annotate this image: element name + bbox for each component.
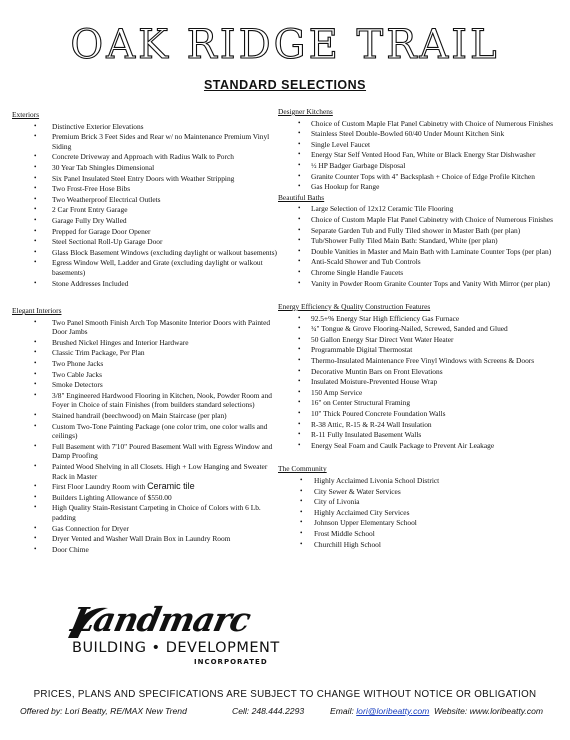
laundry-text: First Floor Laundry Room with — [52, 482, 148, 492]
baths-item: • Double Vanities in Master and Main Bath with Laminate Counter Tops (per plan) — [278, 247, 562, 257]
interiors-item: • Builders Lighting Allowance of $550.00 — [12, 493, 280, 503]
interiors-item: • Custom Two-Tone Painting Package (one color trim, one color walls and ceilings) — [12, 422, 280, 441]
left-column — [12, 110, 280, 560]
kitchens-item: • Stainless Steel Double-Bowled 60/40 Under Mount Kitchen Sink — [278, 129, 562, 139]
baths-item: • Separate Garden Tub and Fully Tiled shower in Master Bath (per plan) — [278, 226, 562, 236]
energy-item: • Thermo-Insulated Maintenance Free Vinyl Windows with Screens & Doors — [278, 356, 562, 366]
interiors-item: • Classic Trim Package, Per Plan — [12, 348, 280, 358]
community-item: • City Sewer & Water Services — [278, 487, 562, 497]
interiors-item: • Two Cable Jacks — [12, 370, 280, 380]
interiors-list — [12, 318, 280, 555]
logo-incorporated: INCORPORATED — [194, 658, 268, 666]
energy-item: • 10" Thick Poured Concrete Foundation Walls — [278, 409, 562, 419]
exteriors-section — [12, 110, 280, 288]
baths-item: • Large Selection of 12x12 Ceramic Tile Flooring — [278, 204, 562, 214]
energy-item: • R-11 Fully Insulated Basement Walls — [278, 430, 562, 440]
interiors-section — [12, 306, 280, 554]
exteriors-item: • Premium Brick 3 Feet Sides and Rear w/ no Maintenance Premium Vinyl Siding — [12, 132, 280, 151]
email-label: Email: — [330, 706, 357, 716]
community-item: • City of Livonia — [278, 497, 562, 507]
exteriors-item: • 2 Car Front Entry Garage — [12, 205, 280, 215]
right-column — [278, 107, 562, 555]
page-title: OAK RIDGE TRAIL — [70, 22, 500, 68]
page-subtitle: STANDARD SELECTIONS — [203, 78, 367, 92]
exteriors-heading: Exteriors — [12, 110, 40, 119]
kitchens-list — [278, 119, 562, 192]
interiors-item: • Gas Connection for Dryer — [12, 524, 280, 534]
email-block — [330, 706, 429, 716]
baths-heading: Beautiful Baths — [278, 192, 325, 202]
community-item: • Johnson Upper Elementary School — [278, 518, 562, 528]
energy-section — [278, 302, 562, 450]
exteriors-item: • 30 Year Tab Shingles Dimensional — [12, 163, 280, 173]
exteriors-item: • Glass Block Basement Windows (excluding daylight or walkout basements) — [12, 248, 280, 258]
exteriors-item: • Two Weatherproof Electrical Outlets — [12, 195, 280, 205]
interiors-item: • Dryer Vented and Washer Wall Drain Box in Laundry Room — [12, 534, 280, 544]
community-section — [278, 464, 562, 549]
energy-item: • ¾" Tongue & Grove Flooring-Nailed, Screwed, Sanded and Glued — [278, 324, 562, 334]
energy-item: • Programmable Digital Thermostat — [278, 345, 562, 355]
website[interactable]: Website: www.loribeatty.com — [434, 706, 544, 716]
exteriors-item: • Six Panel Insulated Steel Entry Doors with Weather Stripping — [12, 174, 280, 184]
exteriors-item: • Stone Addresses Included — [12, 279, 280, 289]
exteriors-item: • Steel Sectional Roll-Up Garage Door — [12, 237, 280, 247]
interiors-item: • Door Chime — [12, 545, 280, 555]
cell-phone: Cell: 248.444.2293 — [232, 706, 305, 716]
laundry-ceramic-tile: Ceramic tile — [147, 481, 195, 492]
energy-item: • Energy Seal Foam and Caulk Package to Prevent Air Leakage — [278, 441, 562, 451]
kitchens-section — [278, 107, 562, 192]
exteriors-item: • Two Frost-Free Hose Bibs — [12, 184, 280, 194]
energy-item: • Insulated Moisture-Prevented House Wrap — [278, 377, 562, 387]
baths-item: • Tub/Shower Fully Tiled Main Bath: Standard, White (per plan) — [278, 236, 562, 246]
energy-item: • 92.5+% Energy Star High Efficiency Gas Furnace — [278, 314, 562, 324]
community-list — [278, 476, 562, 549]
exteriors-item: • Prepped for Garage Door Opener — [12, 227, 280, 237]
kitchens-item: • Energy Star Self Vented Hood Fan, White or Black Energy Star Dishwasher — [278, 150, 562, 160]
baths-item: • Vanity in Powder Room Granite Counter Tops and Vanity With Mirror (per plan) — [278, 279, 562, 289]
community-item: • Highly Acclaimed Livonia School District — [278, 476, 562, 486]
exteriors-item: • Concrete Driveway and Approach with Radius Walk to Porch — [12, 152, 280, 162]
interiors-item: • 3/8" Engineered Hardwood Flooring in Kitchen, Nook, Powder Room and Foyer in Choice of stain Finishes (from builders standard selections) — [12, 391, 280, 410]
energy-list — [278, 314, 562, 451]
baths-item: • Chrome Single Handle Faucets — [278, 268, 562, 278]
interiors-heading: Elegant Interiors — [12, 306, 62, 316]
kitchens-item: • Choice of Custom Maple Flat Panel Cabinetry with Choice of Numerous Finishes — [278, 119, 562, 129]
offered-by: Offered by: Lori Beatty, RE/MAX New Trend — [20, 706, 187, 716]
baths-list — [278, 204, 562, 288]
interiors-item: • Two Phone Jacks — [12, 359, 280, 369]
energy-item: • 50 Gallon Energy Star Direct Vent Water Heater — [278, 335, 562, 345]
baths-item: • Choice of Custom Maple Flat Panel Cabinetry with Choice of Numerous Finishes — [278, 215, 562, 225]
community-item: • Churchill High School — [278, 540, 562, 550]
interiors-laundry-item — [12, 482, 280, 492]
baths-item: • Anti-Scald Shower and Tub Controls — [278, 257, 562, 267]
kitchens-item: • Gas Hookup for Range — [278, 182, 562, 192]
kitchens-item: • Granite Counter Tops with 4" Backsplash + Choice of Edge Profile Kitchen — [278, 172, 562, 182]
interiors-item: • Painted Wood Shelving in all Closets. High + Low Hanging and Sweater Rack in Master — [12, 462, 280, 481]
logo-tagline: BUILDING • DEVELOPMENT — [72, 640, 280, 656]
community-heading: The Community — [278, 464, 327, 474]
interiors-item: • Two Panel Smooth Finish Arch Top Masonite Interior Doors with Painted Door Jambs — [12, 318, 280, 337]
exteriors-item: • Distinctive Exterior Elevations — [12, 122, 280, 132]
kitchens-item: • ½ HP Badger Garbage Disposal — [278, 161, 562, 171]
energy-heading: Energy Efficiency & Quality Construction Features — [278, 302, 431, 312]
exteriors-item: • Egress Window Well, Ladder and Grate (excluding daylight or walkout basements) — [12, 258, 280, 277]
exteriors-list — [12, 122, 280, 289]
email-link[interactable]: lori@loribeatty.com — [356, 706, 430, 716]
interiors-item: • Smoke Detectors — [12, 380, 280, 390]
kitchens-item: • Single Level Faucet — [278, 140, 562, 150]
interiors-item: • Full Basement with 7'10" Poured Basement Wall with Egress Window and Damp Proofing — [12, 442, 280, 461]
company-logo — [64, 600, 294, 670]
energy-item: • 150 Amp Service — [278, 388, 562, 398]
baths-section — [278, 193, 562, 288]
energy-item: • R-38 Attic, R-15 & R-24 Wall Insulation — [278, 420, 562, 430]
kitchens-heading: Designer Kitchens — [278, 107, 333, 116]
disclaimer: PRICES, PLANS AND SPECIFICATIONS ARE SUBJECT TO CHANGE WITHOUT NOTICE OR OBLIGATION — [33, 689, 537, 700]
energy-item: • Decorative Muntin Bars on Front Elevations — [278, 367, 562, 377]
logo-script: Landmarc — [67, 600, 254, 639]
exteriors-item: • Garage Fully Dry Walled — [12, 216, 280, 226]
interiors-item: • Stained handrail (beechwood) on Main Staircase (per plan) — [12, 411, 280, 421]
interiors-item: • High Quality Stain-Resistant Carpeting in Choice of Colors with 6 Lb. padding — [12, 503, 280, 522]
interiors-item: • Brushed Nickel Hinges and Interior Hardware — [12, 338, 280, 348]
energy-item: • 16" on Center Structural Framing — [278, 398, 562, 408]
community-item: • Highly Acclaimed City Services — [278, 508, 562, 518]
community-item: • Frost Middle School — [278, 529, 562, 539]
